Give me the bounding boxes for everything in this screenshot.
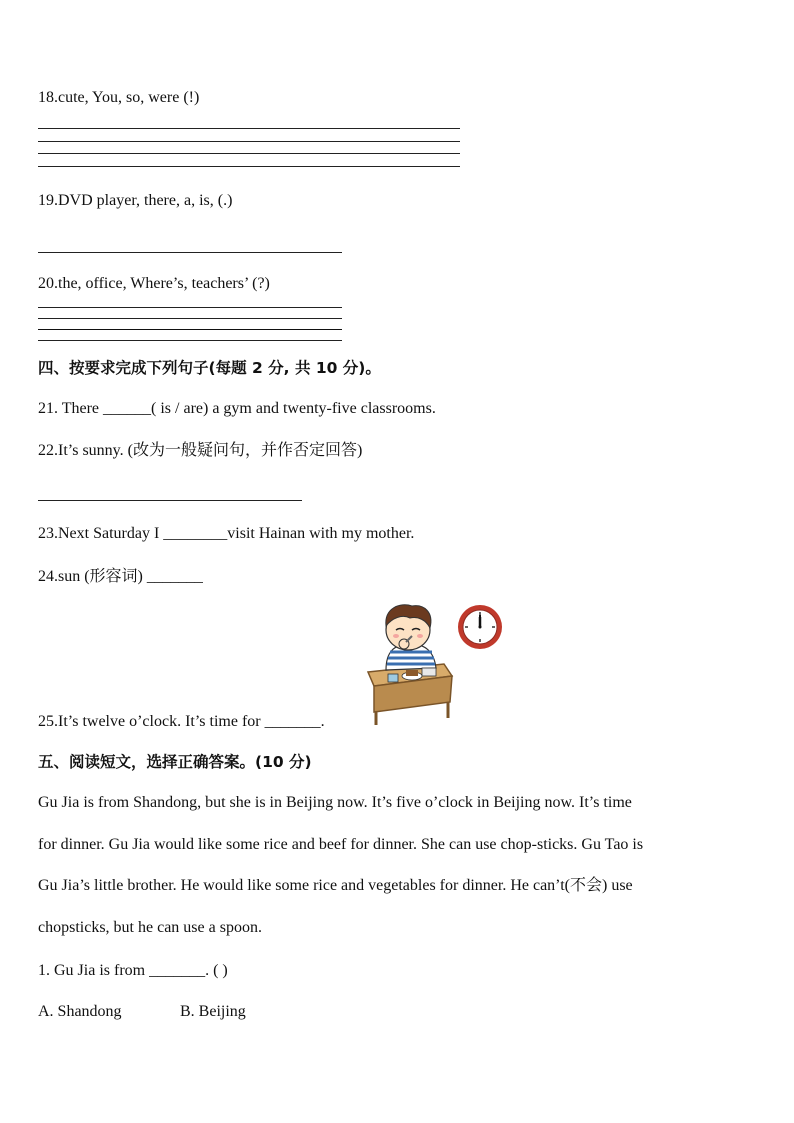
answer-line <box>38 153 460 154</box>
question-23: 23.Next Saturday I ________visit Hainan with my mother. <box>38 525 415 542</box>
question-24: 24.sun (形容词) _______ <box>38 568 203 585</box>
answer-line <box>38 141 460 142</box>
section-4-heading: 四、按要求完成下列句子(每题 2 分, 共 10 分)。 <box>38 359 381 377</box>
answer-line <box>38 500 302 501</box>
answer-line <box>38 307 342 308</box>
passage-line: Gu Jia’s little brother. He would like some rice and vegetables for dinner. He can’t(不会) use <box>38 877 633 895</box>
question-19: 19.DVD player, there, a, is, (.) <box>38 192 233 209</box>
question-21: 21. There ______( is / are) a gym and twenty-five classrooms. <box>38 400 436 417</box>
reading-passage <box>38 782 758 948</box>
passage-line: chopsticks, but he can use a spoon. <box>38 918 262 936</box>
answer-line <box>38 340 342 341</box>
answer-line <box>38 329 342 330</box>
option-a: A. Shandong <box>38 1003 122 1020</box>
passage-line: for dinner. Gu Jia would like some rice and beef for dinner. She can use chop-sticks. Gu Tao is <box>38 835 644 853</box>
answer-line <box>38 166 460 167</box>
option-b: B. Beijing <box>180 1003 246 1020</box>
question-25: 25.It’s twelve o’clock. It’s time for _______. <box>38 713 325 730</box>
question-22: 22.It’s sunny. (改为一般疑问句，并作否定回答) <box>38 442 363 459</box>
clock-icon <box>456 603 504 651</box>
answer-line <box>38 318 342 319</box>
reading-question-1: 1. Gu Jia is from _______. ( ) <box>38 962 228 979</box>
passage-line: Gu Jia is from Shandong, but she is in Beijing now. It’s five o’clock in Beijing now. It’s time <box>38 794 632 811</box>
answer-line <box>38 128 460 129</box>
answer-line <box>38 252 342 253</box>
section-5-heading: 五、阅读短文，选择正确答案。(10 分) <box>38 753 312 771</box>
question-20: 20.the, office, Where’s, teachers’ (?) <box>38 275 270 292</box>
question-18: 18.cute, You, so, were (!) <box>38 89 200 106</box>
